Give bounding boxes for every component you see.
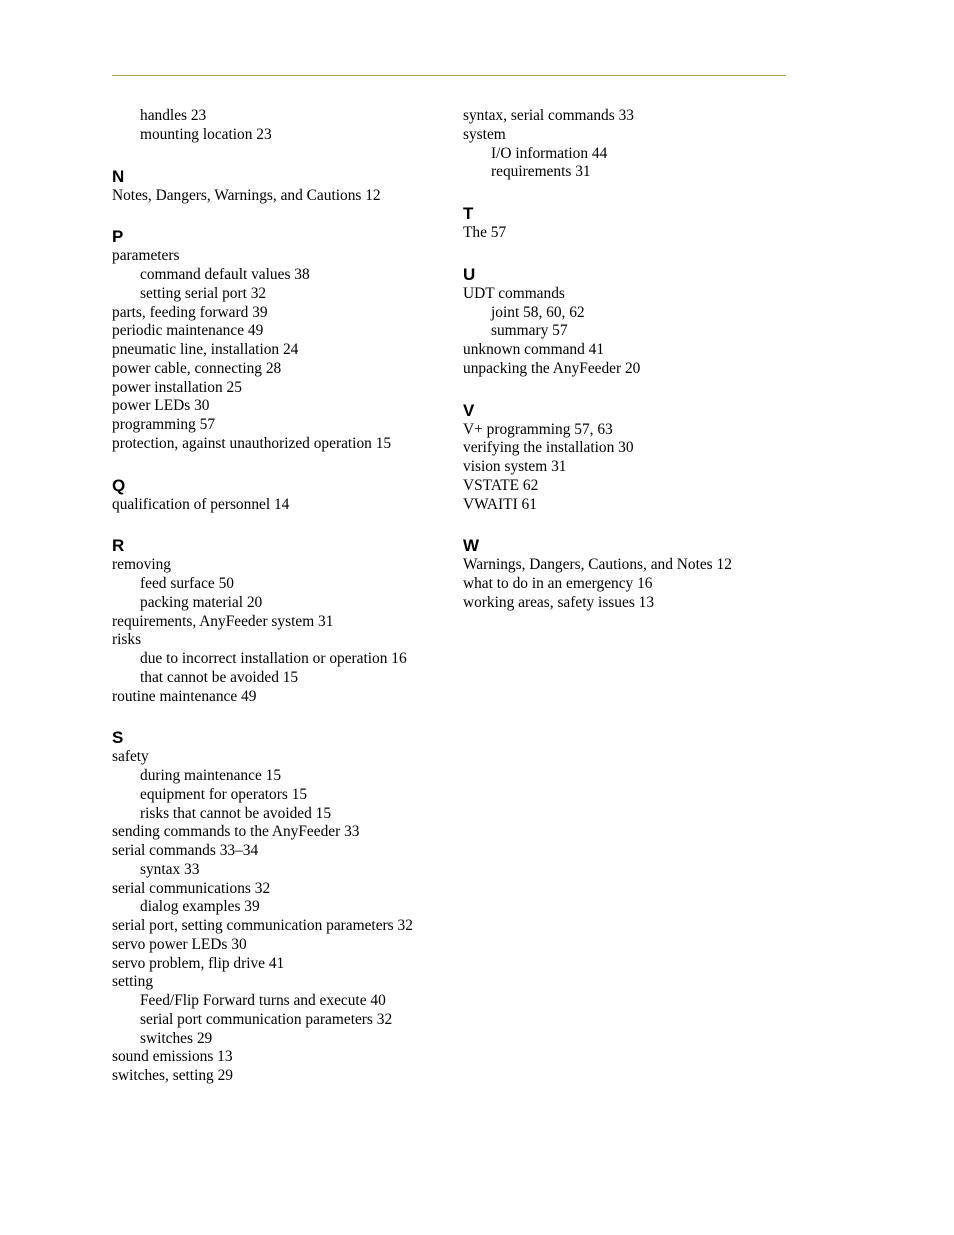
index-subentry: equipment for operators 15 xyxy=(140,785,308,803)
index-subentry: due to incorrect installation or operation 16 xyxy=(140,650,407,667)
index-entry: vision system 31 xyxy=(463,458,567,475)
index-entry: sending commands to the AnyFeeder 33 xyxy=(112,823,360,841)
index-entry: protection, against unauthorized operation 15 xyxy=(112,434,392,452)
index-letter-heading: T xyxy=(463,204,474,223)
index-entry: servo power LEDs 30 xyxy=(112,935,247,953)
index-entry: syntax, serial commands 33 xyxy=(463,107,634,124)
index-letter-heading: W xyxy=(463,536,480,556)
index-subentry: handles 23 xyxy=(140,107,207,124)
index-entry: routine maintenance 49 xyxy=(112,687,257,705)
index-entry: parts, feeding forward 39 xyxy=(112,303,268,321)
index-entry: power installation 25 xyxy=(112,378,242,396)
index-entry: verifying the installation 30 xyxy=(463,439,634,457)
index-entry: Notes, Dangers, Warnings, and Cautions 12 xyxy=(112,186,381,204)
header-rule xyxy=(112,75,786,76)
index-entry: risks xyxy=(112,631,142,649)
index-subentry: serial port communication parameters 32 xyxy=(140,1010,393,1028)
index-entry: V+ programming 57, 63 xyxy=(463,420,613,438)
index-entry: unknown command 41 xyxy=(463,341,605,358)
index-entry: power LEDs 30 xyxy=(112,397,210,415)
index-entry: pneumatic line, installation 24 xyxy=(112,341,299,358)
index-entry: The 57 xyxy=(463,224,507,241)
index-letter-heading: N xyxy=(112,166,125,186)
index-letter-heading: V xyxy=(463,400,475,420)
index-subentry: setting serial port 32 xyxy=(140,284,267,302)
index-entry: power cable, connecting 28 xyxy=(112,359,282,377)
index-entry: system xyxy=(463,125,506,143)
index-subentry: mounting location 23 xyxy=(140,125,272,143)
index-entry: periodic maintenance 49 xyxy=(112,322,264,340)
index-subentry: Feed/Flip Forward turns and execute 40 xyxy=(140,992,386,1009)
index-column-right xyxy=(463,107,793,613)
index-subentry: requirements 31 xyxy=(491,163,591,181)
index-entry: serial communications 32 xyxy=(112,879,271,897)
index-subentry: syntax 33 xyxy=(140,860,200,878)
index-entry: serial commands 33–34 xyxy=(112,842,259,859)
index-entry: qualification of personnel 14 xyxy=(112,495,290,513)
index-entry: removing xyxy=(112,556,171,574)
index-entry: working areas, safety issues 13 xyxy=(463,593,655,611)
index-subentry: I/O information 44 xyxy=(491,144,608,162)
index-subentry: command default values 38 xyxy=(140,266,310,283)
index-subentry: packing material 20 xyxy=(140,593,263,611)
index-subentry: joint 58, 60, 62 xyxy=(491,303,585,321)
index-letter-heading: P xyxy=(112,227,124,247)
index-letter-heading: R xyxy=(112,536,125,556)
index-subentry: dialog examples 39 xyxy=(140,898,260,916)
index-entry: servo problem, flip drive 41 xyxy=(112,954,285,972)
index-entry: parameters xyxy=(112,247,180,265)
index-subentry: feed surface 50 xyxy=(140,575,234,592)
index-entry: VWAITI 61 xyxy=(463,495,537,513)
index-subentry: switches 29 xyxy=(140,1029,213,1047)
index-entry: safety xyxy=(112,748,149,766)
index-entry: serial port, setting communication parameters 32 xyxy=(112,917,413,934)
index-entry: programming 57 xyxy=(112,416,216,433)
index-subentry: risks that cannot be avoided 15 xyxy=(140,804,332,822)
index-subentry: summary 57 xyxy=(491,322,568,340)
index-letter-heading: U xyxy=(463,264,476,284)
index-subentry: that cannot be avoided 15 xyxy=(140,668,299,686)
index-column-left xyxy=(112,107,448,1086)
index-entry: Warnings, Dangers, Cautions, and Notes 12 xyxy=(463,556,732,574)
index-entry: sound emissions 13 xyxy=(112,1048,233,1066)
index-entry: unpacking the AnyFeeder 20 xyxy=(463,359,641,377)
index-entry: VSTATE 62 xyxy=(463,476,539,494)
index-letter-heading: Q xyxy=(112,475,126,495)
index-entry: what to do in an emergency 16 xyxy=(463,575,653,592)
index-letter-heading: S xyxy=(112,728,124,748)
index-subentry: during maintenance 15 xyxy=(140,767,282,784)
index-entry: setting xyxy=(112,973,154,991)
index-entry: UDT commands xyxy=(463,284,565,302)
index-entry: requirements, AnyFeeder system 31 xyxy=(112,612,334,630)
index-entry: switches, setting 29 xyxy=(112,1067,233,1084)
